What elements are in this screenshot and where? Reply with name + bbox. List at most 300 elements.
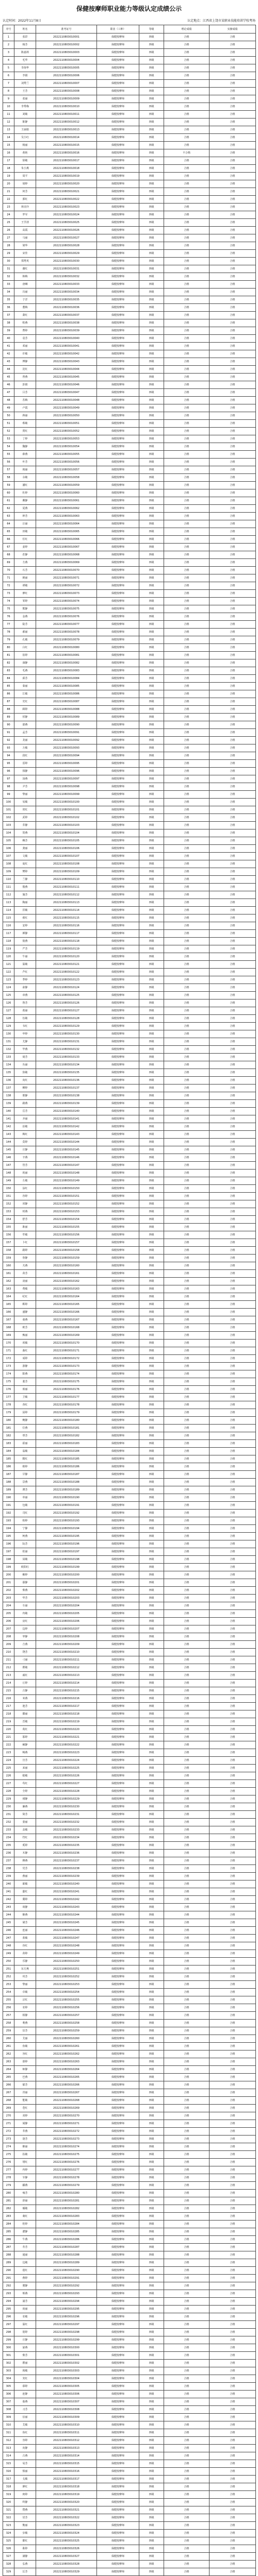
cell-ticket-number: 2022110803010299 <box>36 2336 97 2344</box>
table-row <box>3 1664 256 1672</box>
cell-practical-result: 合格 <box>209 721 256 729</box>
table-row <box>3 1247 256 1255</box>
table-row <box>3 142 256 149</box>
cell-occupation: 保健按摩师 <box>97 590 139 598</box>
cell-name: 路燕 <box>14 1100 36 1108</box>
cell-theory-result: 合格 <box>164 1301 209 1309</box>
cell-name: 陶丽 <box>14 899 36 907</box>
cell-ticket-number: 2022110803010062 <box>36 505 97 513</box>
cell-occupation: 保健按摩师 <box>97 2097 139 2105</box>
cell-practical-result: 合格 <box>209 1208 256 1216</box>
cell-name: 盖敏 <box>14 1826 36 1834</box>
table-row <box>3 2120 256 2128</box>
cell-level: 四级 <box>139 2089 164 2097</box>
table-row <box>3 775 256 783</box>
cell-ticket-number: 2022110803010240 <box>36 1880 97 1888</box>
cell-theory-result: 合格 <box>164 2236 209 2244</box>
cell-practical-result: 合格 <box>209 204 256 211</box>
cell-index: 115 <box>3 914 14 922</box>
table-row <box>3 1981 256 1989</box>
cell-level: 四级 <box>139 737 164 744</box>
cell-index: 109 <box>3 868 14 876</box>
cell-occupation: 保健按摩师 <box>97 118 139 126</box>
cell-name: 宦芳 <box>14 2027 36 2035</box>
cell-index: 163 <box>3 1285 14 1293</box>
cell-index: 16 <box>3 149 14 157</box>
cell-index: 256 <box>3 2004 14 2012</box>
cell-index: 82 <box>3 659 14 667</box>
cell-ticket-number: 2022110803010194 <box>36 1525 97 1533</box>
cell-theory-result: 合格 <box>164 2159 209 2166</box>
cell-theory-result: 合格 <box>164 791 209 799</box>
cell-level: 四级 <box>139 2506 164 2514</box>
cell-index: 288 <box>3 2251 14 2259</box>
cell-level: 四级 <box>139 196 164 204</box>
cell-name: 孟芳 <box>14 729 36 737</box>
cell-level: 四级 <box>139 2445 164 2452</box>
cell-name: 舒芳 <box>14 1216 36 1224</box>
cell-index: 211 <box>3 1656 14 1664</box>
cell-practical-result: 合格 <box>209 1309 256 1316</box>
cell-practical-result: 合格 <box>209 590 256 598</box>
cell-index: 319 <box>3 2491 14 2499</box>
cell-theory-result: 合格 <box>164 2089 209 2097</box>
cell-level: 四级 <box>139 598 164 605</box>
cell-occupation: 保健按摩师 <box>97 2159 139 2166</box>
cell-name: 池芳 <box>14 1703 36 1710</box>
cell-ticket-number: 2022110803010168 <box>36 1324 97 1332</box>
cell-theory-result: 合格 <box>164 134 209 142</box>
cell-name: 陈嘉莉 <box>14 49 36 57</box>
table-row <box>3 1448 256 1455</box>
table-row <box>3 1927 256 1935</box>
cell-occupation: 保健按摩师 <box>97 1193 139 1200</box>
cell-index: 5 <box>3 64 14 72</box>
cell-occupation: 保健按摩师 <box>97 227 139 234</box>
cell-index: 25 <box>3 219 14 227</box>
cell-occupation: 保健按摩师 <box>97 1571 139 1579</box>
cell-theory-result: 合格 <box>164 2383 209 2391</box>
cell-practical-result: 合格 <box>209 1625 256 1633</box>
cell-name: 居芳 <box>14 2514 36 2522</box>
cell-theory-result: 合格 <box>164 1989 209 1996</box>
cell-index: 87 <box>3 698 14 706</box>
cell-theory-result: 合格 <box>164 1510 209 1517</box>
cell-practical-result: 合格 <box>209 428 256 435</box>
cell-name: 党芳 <box>14 1865 36 1873</box>
cell-theory-result: 合格 <box>164 95 209 103</box>
cell-ticket-number: 2022110803010147 <box>36 1162 97 1170</box>
cell-ticket-number: 2022110803010309 <box>36 2414 97 2421</box>
table-row <box>3 1154 256 1162</box>
cell-level: 四级 <box>139 1170 164 1177</box>
cell-theory-result: 合格 <box>164 2182 209 2190</box>
cell-occupation: 保健按摩师 <box>97 2128 139 2136</box>
cell-ticket-number: 2022110803010093 <box>36 744 97 752</box>
cell-theory-result: 合格 <box>164 2499 209 2506</box>
cell-level: 四级 <box>139 265 164 273</box>
cell-level: 四级 <box>139 783 164 791</box>
cell-occupation: 保健按摩师 <box>97 1765 139 1772</box>
cell-practical-result: 合格 <box>209 2437 256 2445</box>
table-row <box>3 2035 256 2043</box>
cell-ticket-number: 2022110803010279 <box>36 2182 97 2190</box>
cell-theory-result: 合格 <box>164 1486 209 1494</box>
cell-level: 四级 <box>139 829 164 837</box>
cell-index: 327 <box>3 2553 14 2561</box>
cell-occupation: 保健按摩师 <box>97 1123 139 1131</box>
table-row <box>3 2244 256 2251</box>
cell-name: 冀静 <box>14 2282 36 2290</box>
cell-occupation: 保健按摩师 <box>97 1826 139 1834</box>
cell-level: 四级 <box>139 1417 164 1425</box>
table-row <box>3 1942 256 1950</box>
cell-ticket-number: 2022110803010079 <box>36 636 97 644</box>
table-row <box>3 1332 256 1340</box>
cell-theory-result: 合格 <box>164 451 209 459</box>
cell-index: 179 <box>3 1409 14 1417</box>
cell-practical-result: 合格 <box>209 2336 256 2344</box>
cell-practical-result: 合格 <box>209 1795 256 1803</box>
cell-level: 四级 <box>139 1046 164 1054</box>
cell-level: 四级 <box>139 876 164 884</box>
cell-occupation: 保健按摩师 <box>97 1618 139 1625</box>
cell-level: 四级 <box>139 173 164 180</box>
cell-occupation: 保健按摩师 <box>97 304 139 312</box>
table-row <box>3 1285 256 1293</box>
cell-theory-result: 合格 <box>164 2344 209 2352</box>
cell-index: 62 <box>3 505 14 513</box>
cell-theory-result: 合格 <box>164 2414 209 2421</box>
cell-ticket-number: 2022110803010044 <box>36 366 97 374</box>
table-row <box>3 281 256 289</box>
cell-theory-result: 合格 <box>164 2259 209 2267</box>
cell-occupation: 保健按摩师 <box>97 2244 139 2251</box>
cell-occupation: 保健按摩师 <box>97 837 139 845</box>
cell-occupation: 保健按摩师 <box>97 644 139 652</box>
cell-ticket-number: 2022110803010270 <box>36 2112 97 2120</box>
cell-index: 207 <box>3 1625 14 1633</box>
cell-index: 217 <box>3 1703 14 1710</box>
table-row <box>3 907 256 914</box>
cell-practical-result: 合格 <box>209 2244 256 2251</box>
cell-name: 裴芳 <box>14 1378 36 1386</box>
cell-index: 283 <box>3 2213 14 2221</box>
cell-level: 四级 <box>139 1734 164 1741</box>
cell-occupation: 保健按摩师 <box>97 1425 139 1432</box>
table-row <box>3 242 256 250</box>
cell-theory-result: 合格 <box>164 2306 209 2313</box>
cell-occupation: 保健按摩师 <box>97 775 139 783</box>
cell-occupation: 保健按摩师 <box>97 327 139 335</box>
cell-theory-result: 合格 <box>164 2530 209 2537</box>
cell-theory-result: 合格 <box>164 1247 209 1255</box>
cell-practical-result: 合格 <box>209 2081 256 2089</box>
cell-occupation: 保健按摩师 <box>97 142 139 149</box>
cell-theory-result: 合格 <box>164 1842 209 1850</box>
cell-name: 景燕 <box>14 1479 36 1486</box>
cell-index: 192 <box>3 1510 14 1517</box>
cell-theory-result: 合格 <box>164 1100 209 1108</box>
cell-ticket-number: 2022110803010263 <box>36 2058 97 2066</box>
table-row <box>3 1857 256 1865</box>
cell-name: 程燕 <box>14 319 36 327</box>
cell-index: 90 <box>3 721 14 729</box>
table-row <box>3 2375 256 2383</box>
cell-practical-result: 合格 <box>209 1564 256 1571</box>
cell-practical-result: 合格 <box>209 945 256 953</box>
table-row <box>3 1602 256 1610</box>
cell-ticket-number: 2022110803010250 <box>36 1958 97 1965</box>
cell-theory-result: 合格 <box>164 706 209 714</box>
cell-name: 巴燕 <box>14 2074 36 2081</box>
cell-practical-result: 合格 <box>209 2205 256 2213</box>
cell-practical-result: 合格 <box>209 1927 256 1935</box>
cell-practical-result: 合格 <box>209 1084 256 1092</box>
cell-theory-result: 合格 <box>164 2035 209 2043</box>
cell-theory-result: 合格 <box>164 389 209 397</box>
cell-theory-result: 合格 <box>164 1193 209 1200</box>
cell-theory-result: 合格 <box>164 443 209 451</box>
cell-ticket-number: 2022110803010213 <box>36 1672 97 1680</box>
table-row <box>3 868 256 876</box>
table-row <box>3 1935 256 1942</box>
cell-theory-result: 合格 <box>164 1780 209 1788</box>
cell-ticket-number: 2022110803010315 <box>36 2460 97 2468</box>
cell-occupation: 保健按摩师 <box>97 551 139 559</box>
cell-theory-result: 合格 <box>164 2136 209 2143</box>
table-row <box>3 1409 256 1417</box>
cell-ticket-number: 2022110803010018 <box>36 165 97 173</box>
cell-level: 四级 <box>139 922 164 930</box>
table-row <box>3 126 256 134</box>
cell-theory-result: 合格 <box>164 1332 209 1340</box>
cell-index: 233 <box>3 1826 14 1834</box>
cell-occupation: 保健按摩师 <box>97 528 139 536</box>
table-row <box>3 489 256 497</box>
cell-occupation: 保健按摩师 <box>97 729 139 737</box>
cell-ticket-number: 2022110803010151 <box>36 1193 97 1200</box>
cell-name: 管芳 <box>14 1162 36 1170</box>
cell-name: 伍敏 <box>14 1015 36 1023</box>
cell-index: 44 <box>3 366 14 374</box>
cell-level: 四级 <box>139 930 164 938</box>
cell-practical-result: 合格 <box>209 1517 256 1525</box>
cell-occupation: 保健按摩师 <box>97 1231 139 1239</box>
table-row <box>3 1015 256 1023</box>
results-table <box>3 25 256 2576</box>
cell-level: 四级 <box>139 2190 164 2197</box>
cell-practical-result: 合格 <box>209 528 256 536</box>
table-row <box>3 505 256 513</box>
cell-ticket-number: 2022110803010211 <box>36 1656 97 1664</box>
cell-theory-result: 合格 <box>164 744 209 752</box>
cell-index: 213 <box>3 1672 14 1680</box>
table-row <box>3 930 256 938</box>
cell-name: 谷红 <box>14 1942 36 1950</box>
cell-name: 全婷 <box>14 1788 36 1795</box>
cell-ticket-number: 2022110803010310 <box>36 2421 97 2429</box>
table-row <box>3 1100 256 1108</box>
table-row <box>3 88 256 95</box>
cell-index: 223 <box>3 1749 14 1757</box>
table-row <box>3 2105 256 2112</box>
table-row <box>3 1479 256 1486</box>
cell-occupation: 保健按摩师 <box>97 1401 139 1409</box>
cell-level: 四级 <box>139 1208 164 1216</box>
cell-name: 梅红 <box>14 1131 36 1139</box>
cell-occupation: 保健按摩师 <box>97 72 139 80</box>
cell-ticket-number: 2022110803010173 <box>36 1363 97 1370</box>
table-row <box>3 1548 256 1556</box>
cell-index: 72 <box>3 582 14 590</box>
table-header <box>3 25 256 33</box>
cell-level: 四级 <box>139 1556 164 1564</box>
cell-occupation: 保健按摩师 <box>97 574 139 582</box>
cell-practical-result: 合格 <box>209 304 256 312</box>
cell-theory-result: 合格 <box>164 2437 209 2445</box>
cell-level: 四级 <box>139 335 164 343</box>
cell-index: 94 <box>3 752 14 760</box>
cell-index: 102 <box>3 814 14 822</box>
cell-level: 四级 <box>139 884 164 891</box>
table-row <box>3 1610 256 1618</box>
cell-index: 275 <box>3 2151 14 2159</box>
cell-name: 邹婷 <box>14 598 36 605</box>
cell-theory-result: 合格 <box>164 72 209 80</box>
cell-index: 297 <box>3 2321 14 2329</box>
cell-occupation: 保健按摩师 <box>97 2321 139 2329</box>
cell-theory-result: 合格 <box>164 2522 209 2530</box>
table-row <box>3 118 256 126</box>
cell-index: 150 <box>3 1185 14 1193</box>
cell-level: 四级 <box>139 327 164 335</box>
cell-theory-result: 合格 <box>164 296 209 304</box>
cell-practical-result: 合格 <box>209 791 256 799</box>
cell-practical-result: 合格 <box>209 2151 256 2159</box>
cell-name: 古静 <box>14 1687 36 1695</box>
cell-level: 四级 <box>139 2027 164 2035</box>
cell-theory-result: 合格 <box>164 1448 209 1455</box>
cell-ticket-number: 2022110803010187 <box>36 1471 97 1479</box>
cell-theory-result: 合格 <box>164 2321 209 2329</box>
table-row <box>3 899 256 907</box>
cell-level: 四级 <box>139 505 164 513</box>
cell-level: 四级 <box>139 2228 164 2236</box>
cell-theory-result: 合格 <box>164 1880 209 1888</box>
cell-index: 206 <box>3 1618 14 1625</box>
cell-index: 294 <box>3 2298 14 2306</box>
cell-index: 152 <box>3 1200 14 1208</box>
table-row <box>3 1131 256 1139</box>
cell-ticket-number: 2022110803010322 <box>36 2514 97 2522</box>
cell-practical-result: 合格 <box>209 273 256 281</box>
cell-index: 70 <box>3 567 14 574</box>
cell-theory-result: 合格 <box>164 289 209 296</box>
cell-name: 谷婷 <box>14 1193 36 1200</box>
cell-level: 四级 <box>139 1564 164 1571</box>
cell-practical-result: 合格 <box>209 2321 256 2329</box>
cell-theory-result: 合格 <box>164 775 209 783</box>
cell-name: 宦丽 <box>14 2414 36 2421</box>
cell-level: 四级 <box>139 2429 164 2437</box>
cell-ticket-number: 2022110803010264 <box>36 2066 97 2074</box>
cell-name: 蔡敏 <box>14 420 36 428</box>
table-row <box>3 1170 256 1177</box>
cell-index: 225 <box>3 1765 14 1772</box>
cell-name: 刘秀兰 <box>14 80 36 88</box>
cell-level: 四级 <box>139 2321 164 2329</box>
cell-occupation: 保健按摩师 <box>97 2530 139 2537</box>
cell-level: 四级 <box>139 281 164 289</box>
cell-theory-result: 合格 <box>164 853 209 860</box>
cell-practical-result: 合格 <box>209 2298 256 2306</box>
cell-name: 余敏 <box>14 474 36 482</box>
cell-index: 26 <box>3 227 14 234</box>
cell-index: 238 <box>3 1865 14 1873</box>
cell-theory-result: 合格 <box>164 999 209 1007</box>
cell-index: 64 <box>3 520 14 528</box>
cell-theory-result: 合格 <box>164 1772 209 1780</box>
cell-index: 296 <box>3 2313 14 2321</box>
cell-ticket-number: 2022110803010184 <box>36 1448 97 1455</box>
table-row <box>3 629 256 636</box>
table-row <box>3 1030 256 1038</box>
cell-theory-result: 合格 <box>164 1896 209 1904</box>
cell-index: 95 <box>3 760 14 768</box>
cell-practical-result: 合格 <box>209 2514 256 2522</box>
cell-ticket-number: 2022110803010268 <box>36 2097 97 2105</box>
cell-index: 298 <box>3 2329 14 2336</box>
cell-theory-result: 合格 <box>164 1710 209 1718</box>
cell-name: 范静 <box>14 551 36 559</box>
cell-name: 褚静 <box>14 1795 36 1803</box>
cell-occupation: 保健按摩师 <box>97 2228 139 2236</box>
cell-level: 四级 <box>139 211 164 219</box>
cell-ticket-number: 2022110803010180 <box>36 1417 97 1425</box>
cell-level: 四级 <box>139 1788 164 1795</box>
cell-ticket-number: 2022110803010110 <box>36 876 97 884</box>
cell-theory-result: 合格 <box>164 1556 209 1564</box>
cell-index: 88 <box>3 706 14 714</box>
cell-index: 84 <box>3 675 14 683</box>
table-row <box>3 953 256 961</box>
table-row <box>3 667 256 675</box>
cell-index: 154 <box>3 1216 14 1224</box>
cell-theory-result: 合格 <box>164 2228 209 2236</box>
table-row <box>3 2197 256 2205</box>
cell-occupation: 保健按摩师 <box>97 451 139 459</box>
cell-index: 4 <box>3 57 14 64</box>
cell-practical-result: 合格 <box>209 2066 256 2074</box>
cell-practical-result: 合格 <box>209 1401 256 1409</box>
cell-theory-result: 合格 <box>164 907 209 914</box>
col-header-level: 等级 <box>139 25 164 33</box>
table-row <box>3 103 256 111</box>
table-row <box>3 2367 256 2375</box>
cell-theory-result: 合格 <box>164 2483 209 2491</box>
cell-name: 桂婷 <box>14 2221 36 2228</box>
cell-theory-result: 合格 <box>164 2128 209 2136</box>
cell-theory-result: 合格 <box>164 551 209 559</box>
cell-name: 申婷 <box>14 1030 36 1038</box>
cell-occupation: 保健按摩师 <box>97 258 139 265</box>
cell-theory-result: 合格 <box>164 2205 209 2213</box>
cell-ticket-number: 2022110803010238 <box>36 1865 97 1873</box>
cell-occupation: 保健按摩师 <box>97 2174 139 2182</box>
cell-index: 314 <box>3 2452 14 2460</box>
cell-practical-result: 合格 <box>209 1108 256 1115</box>
